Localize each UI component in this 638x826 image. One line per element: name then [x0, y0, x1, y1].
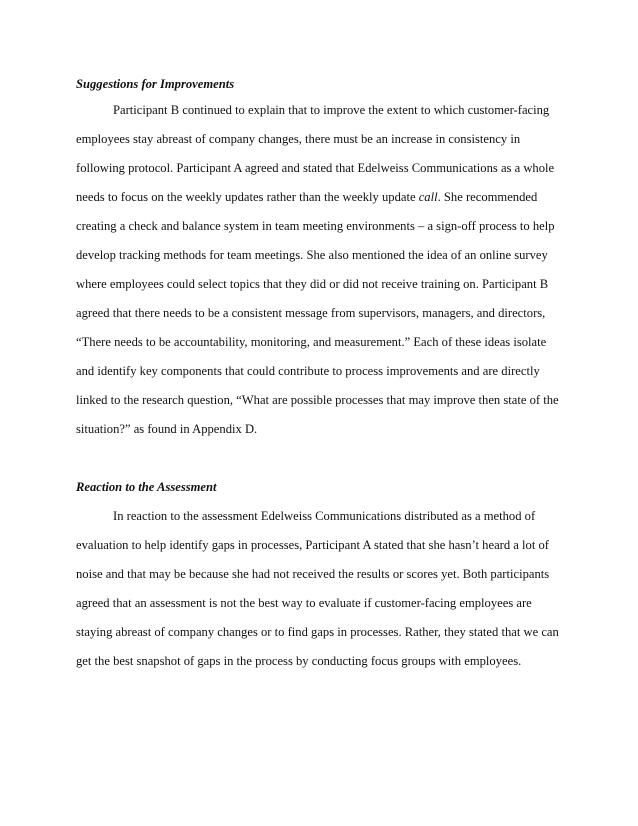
- paragraph-line: agreed that there needs to be a consistent message from supervisors, managers, and directors,: [76, 306, 546, 320]
- paragraph-line: noise and that may be because she had not received the results or scores yet. Both participants: [76, 567, 550, 581]
- paragraph-line: agreed that an assessment is not the best way to evaluate if customer-facing employees are: [76, 596, 532, 610]
- paragraph-line: develop tracking methods for team meetings. She also mentioned the idea of an online survey: [76, 248, 548, 262]
- paragraph-line: creating a check and balance system in team meeting environments – a sign-off process to help: [76, 219, 555, 233]
- paragraph-line: Participant B continued to explain that to improve the extent to which customer-facing: [113, 103, 550, 117]
- paragraph-line: where employees could select topics that they did or did not receive training on. Participant B: [76, 277, 549, 291]
- italic-word: call: [418, 190, 438, 204]
- paragraph-line: staying abreast of company changes or to find gaps in processes. Rather, they stated that we can: [76, 625, 559, 639]
- paragraph-line: employees stay abreast of company changes, there must be an increase in consistency in: [76, 132, 521, 146]
- paragraph-line: situation?” as found in Appendix D.: [76, 422, 258, 436]
- text-span: . She recommended: [437, 190, 538, 204]
- paragraph-line: linked to the research question, “What are possible processes that may improve then state of the: [76, 393, 559, 407]
- section-heading-reaction: Reaction to the Assessment: [76, 480, 217, 494]
- paragraph-line: get the best snapshot of gaps in the process by conducting focus groups with employees.: [76, 654, 522, 668]
- paragraph-line: In reaction to the assessment Edelweiss Communications distributed as a method of: [113, 509, 536, 523]
- paragraph-line: and identify key components that could contribute to process improvements and are directly: [76, 364, 540, 378]
- paragraph-line: evaluation to help identify gaps in processes, Participant A stated that she hasn’t heard a lot of: [76, 538, 549, 552]
- paragraph-line: following protocol. Participant A agreed and stated that Edelweiss Communications as a whole: [76, 161, 555, 175]
- section-heading-suggestions: Suggestions for Improvements: [76, 77, 235, 91]
- text-span: needs to focus on the weekly updates rather than the weekly update: [76, 190, 419, 204]
- paragraph-line: “There needs to be accountability, monitoring, and measurement.” Each of these ideas isolate: [76, 335, 547, 349]
- paragraph-line: [76, 191, 537, 204]
